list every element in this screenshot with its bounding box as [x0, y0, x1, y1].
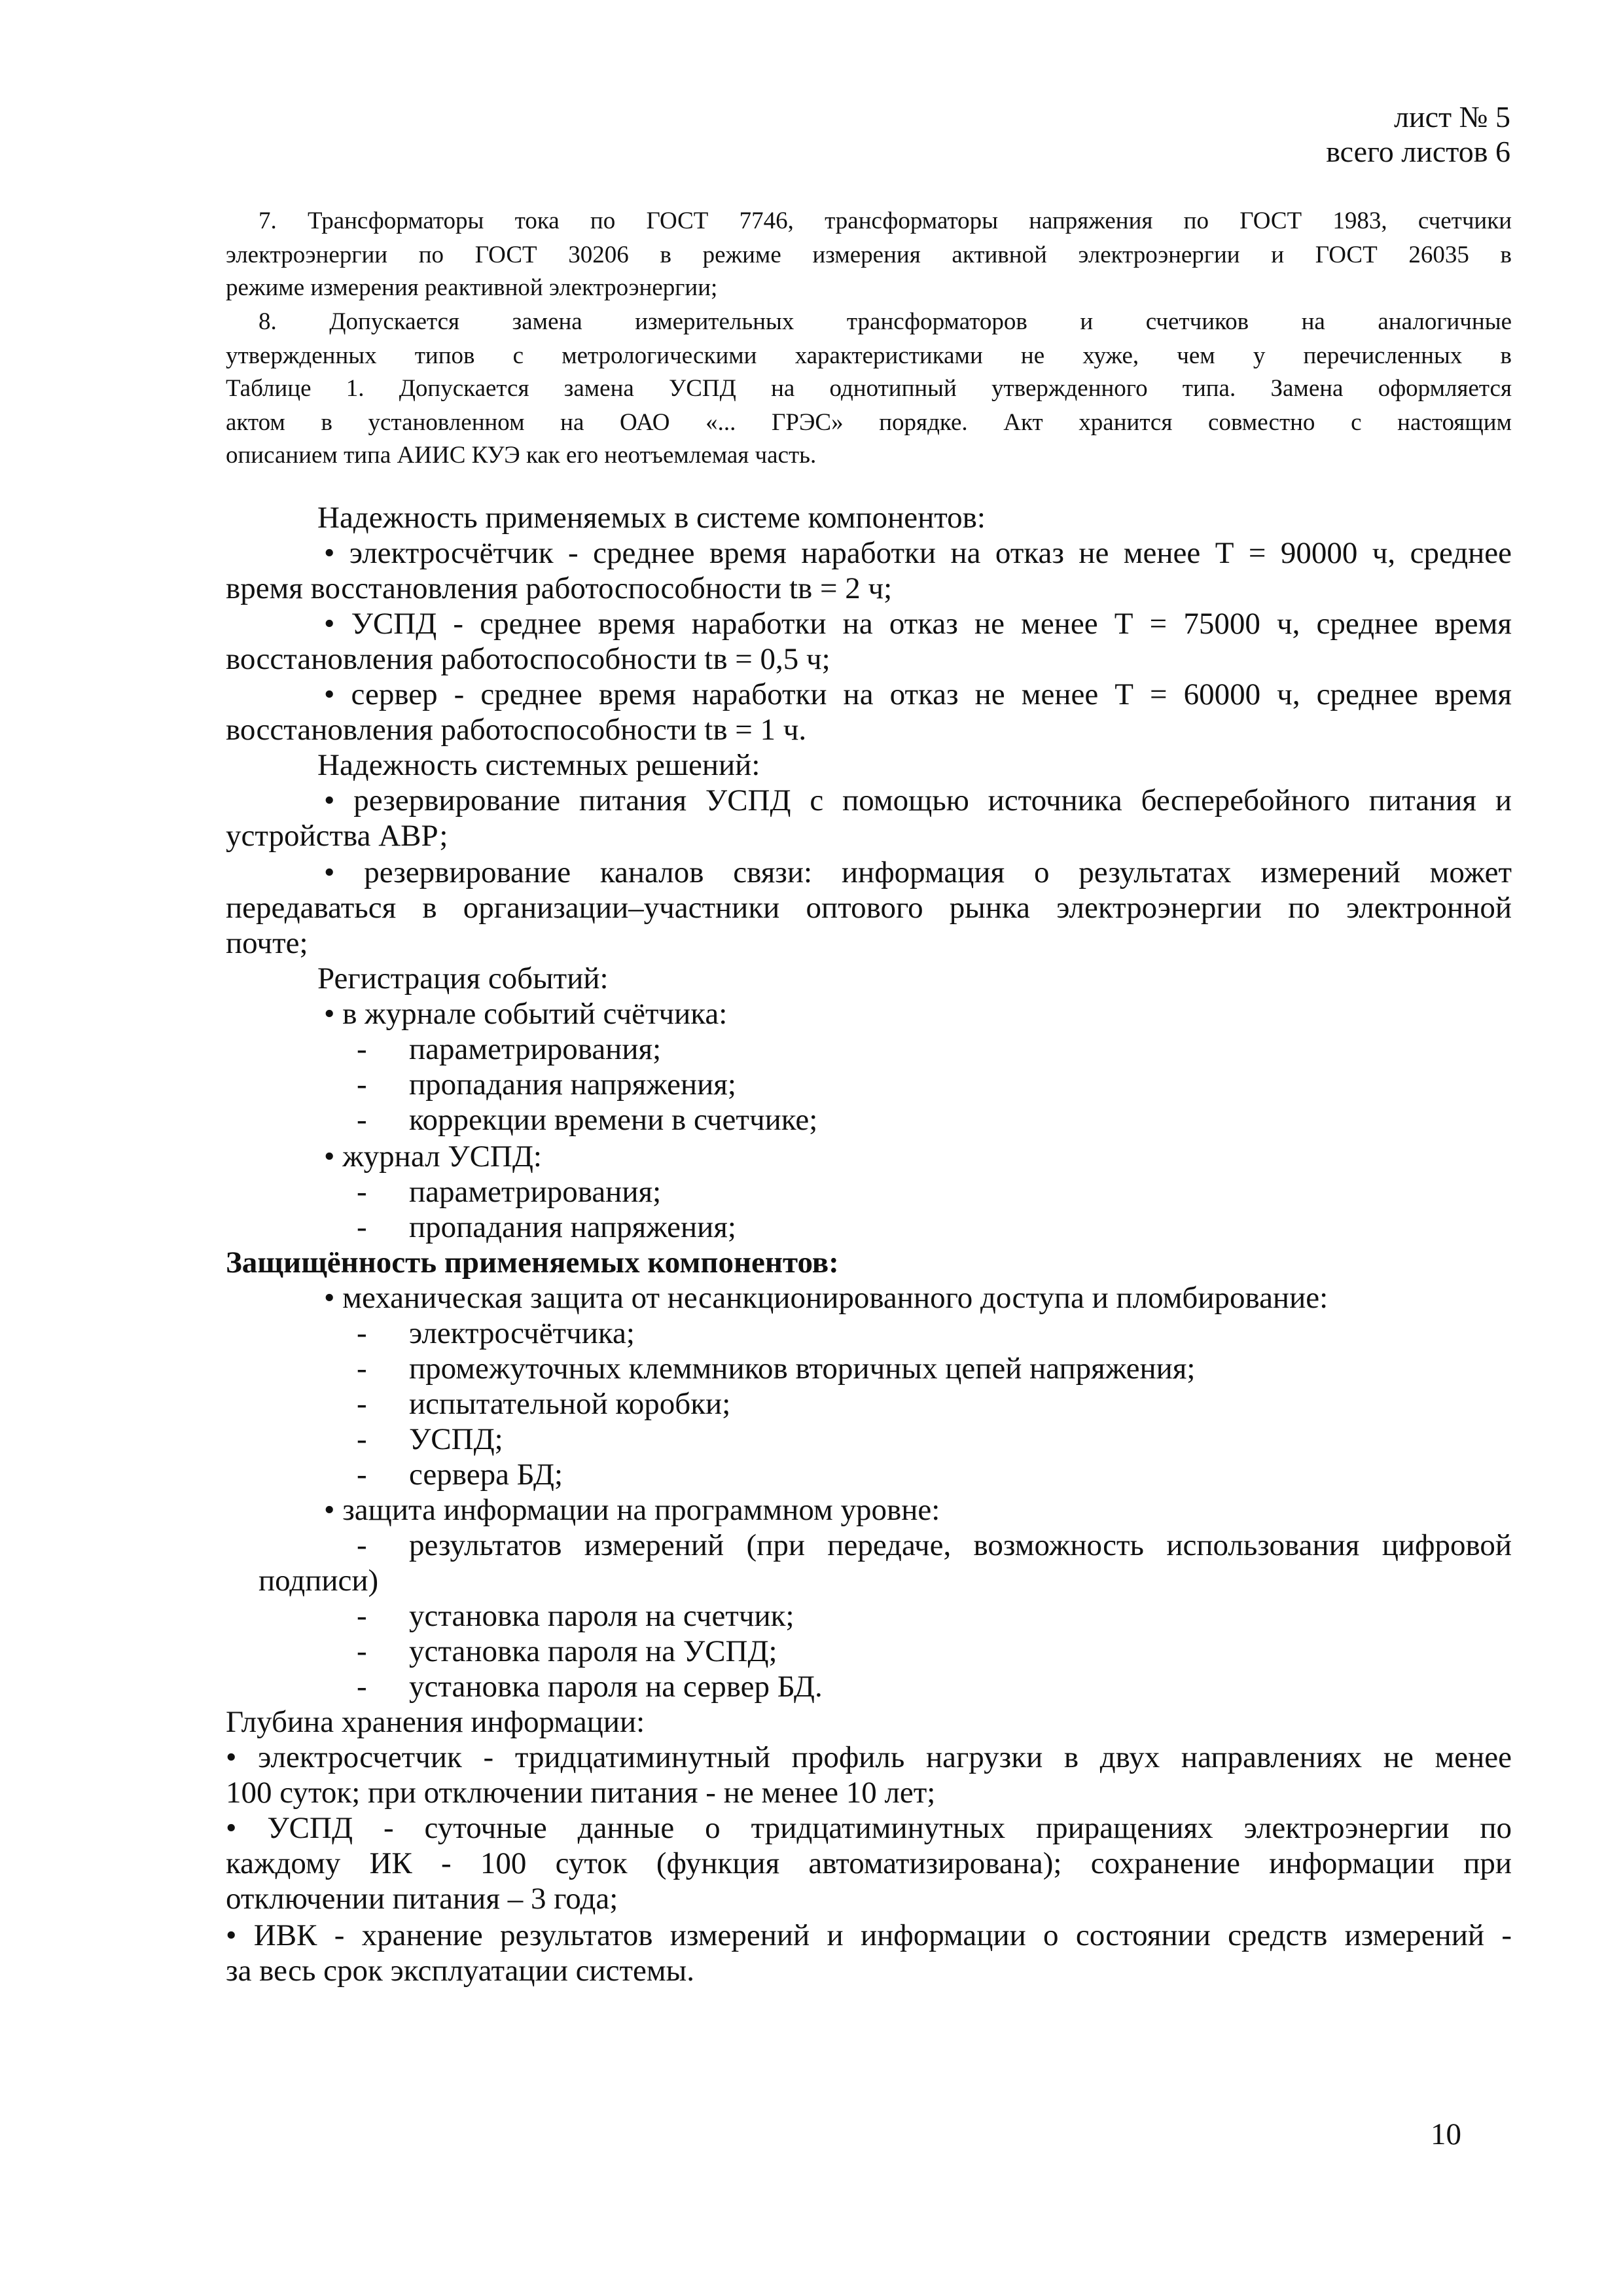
protection-software: • защита информации на программном уровне:: [324, 1493, 940, 1527]
page-number: 10: [1431, 2117, 1461, 2151]
events-meter-item-3: коррекции времени в счетчике;: [409, 1103, 818, 1137]
item-7-line-2: электроэнергии по ГОСТ 30206 в режиме измерения активной электроэнергии и ГОСТ 26035 в: [226, 242, 1512, 268]
protection-item-uspd: УСПД;: [409, 1422, 503, 1456]
protection-heading: Защищённость применяемых компонентов:: [226, 1246, 839, 1280]
item-8-line-4: актом в установленном на ОАО «... ГРЭС» порядке. Акт хранится совместно с настоящим: [226, 409, 1512, 436]
protection-software-item-4: установка пароля на сервер БД.: [409, 1670, 823, 1704]
list-dash: -: [357, 1352, 367, 1386]
system-channels-line-1: • резервирование каналов связи: информация о результатах измерений может: [324, 855, 1512, 889]
item-7-line-1: 7. Трансформаторы тока по ГОСТ 7746, трансформаторы напряжения по ГОСТ 1983, счетчики: [259, 207, 1512, 234]
list-dash: -: [357, 1387, 367, 1421]
reliability-meter-line-2: время восстановления работоспособности tв = 2 ч;: [226, 571, 893, 605]
list-dash: -: [357, 1067, 367, 1102]
storage-ivk-line-1: • ИВК - хранение результатов измерений и информации о состоянии средств измерений -: [226, 1918, 1512, 1952]
events-uspd-log: • журнал УСПД:: [324, 1139, 542, 1174]
reliability-uspd-line-2: восстановления работоспособности tв = 0,5 ч;: [226, 642, 830, 676]
reliability-server-line-1: • сервер - среднее время наработки на отказ не менее Т = 60000 ч, среднее время: [324, 677, 1512, 711]
events-heading: Регистрация событий:: [317, 961, 609, 996]
system-power-line-1: • резервирование питания УСПД с помощью источника бесперебойного питания и: [324, 783, 1512, 817]
storage-uspd-line-3: отключении питания – 3 года;: [226, 1882, 618, 1916]
reliability-meter-line-1: • электросчётчик - среднее время наработки на отказ не менее Т = 90000 ч, среднее: [324, 536, 1512, 570]
storage-uspd-line-1: • УСПД - суточные данные о тридцатиминутных приращениях электроэнергии по: [226, 1811, 1512, 1845]
protection-software-item-2: установка пароля на счетчик;: [409, 1599, 794, 1633]
reliability-heading: Надежность применяемых в системе компонентов:: [317, 501, 986, 535]
sheet-number: лист № 5: [1394, 100, 1510, 134]
item-8-line-3: Таблице 1. Допускается замена УСПД на однотипный утвержденного типа. Замена оформляется: [226, 375, 1512, 402]
events-meter-item-2: пропадания напряжения;: [409, 1067, 736, 1102]
storage-ivk-line-2: за весь срок эксплуатации системы.: [226, 1954, 694, 1988]
list-dash: -: [357, 1032, 367, 1066]
reliability-server-line-2: восстановления работоспособности tв = 1 ч.: [226, 713, 807, 747]
protection-software-item-1-line-1: результатов измерений (при передаче, возможность использования цифровой: [409, 1528, 1512, 1562]
list-dash: -: [357, 1528, 367, 1562]
protection-item-terminals: промежуточных клеммников вторичных цепей напряжения;: [409, 1352, 1196, 1386]
events-uspd-item-2: пропадания напряжения;: [409, 1210, 736, 1244]
system-channels-line-2: передаваться в организации–участники оптового рынка электроэнергии по электронной: [226, 891, 1512, 925]
protection-item-meter: электросчётчика;: [409, 1316, 635, 1350]
item-8-line-2: утвержденных типов с метрологическими характеристиками не хуже, чем у перечисленных в: [226, 342, 1512, 369]
protection-mechanical: • механическая защита от несанкционированного доступа и пломбирование:: [324, 1281, 1329, 1315]
events-meter-item-1: параметрирования;: [409, 1032, 662, 1066]
storage-uspd-line-2: каждому ИК - 100 суток (функция автоматизирована); сохранение информации при: [226, 1846, 1512, 1880]
events-uspd-item-1: параметрирования;: [409, 1175, 662, 1209]
protection-item-db-server: сервера БД;: [409, 1458, 563, 1492]
storage-meter-line-2: 100 суток; при отключении питания - не менее 10 лет;: [226, 1776, 936, 1810]
storage-heading: Глубина хранения информации:: [226, 1705, 645, 1739]
list-dash: -: [357, 1458, 367, 1492]
list-dash: -: [357, 1103, 367, 1137]
list-dash: -: [357, 1634, 367, 1668]
events-meter-log: • в журнале событий счётчика:: [324, 997, 728, 1031]
protection-software-item-1-line-2: подписи): [259, 1564, 379, 1598]
list-dash: -: [357, 1175, 367, 1209]
system-power-line-2: устройства АВР;: [226, 819, 448, 853]
list-dash: -: [357, 1316, 367, 1350]
list-dash: -: [357, 1422, 367, 1456]
protection-item-test-box: испытательной коробки;: [409, 1387, 731, 1421]
protection-software-item-3: установка пароля на УСПД;: [409, 1634, 777, 1668]
system-heading: Надежность системных решений:: [317, 748, 760, 782]
item-8-line-5: описанием типа АИИС КУЭ как его неотъемлемая часть.: [226, 442, 817, 469]
list-dash: -: [357, 1210, 367, 1244]
system-channels-line-3: почте;: [226, 926, 308, 960]
item-7-line-3: режиме измерения реактивной электроэнергии;: [226, 274, 718, 301]
reliability-uspd-line-1: • УСПД - среднее время наработки на отказ не менее Т = 75000 ч, среднее время: [324, 607, 1512, 641]
sheet-total: всего листов 6: [1326, 135, 1510, 168]
item-8-line-1: 8. Допускается замена измерительных трансформаторов и счетчиков на аналогичные: [259, 308, 1512, 335]
storage-meter-line-1: • электросчетчик - тридцатиминутный профиль нагрузки в двух направлениях не менее: [226, 1740, 1512, 1774]
list-dash: -: [357, 1599, 367, 1633]
list-dash: -: [357, 1670, 367, 1704]
